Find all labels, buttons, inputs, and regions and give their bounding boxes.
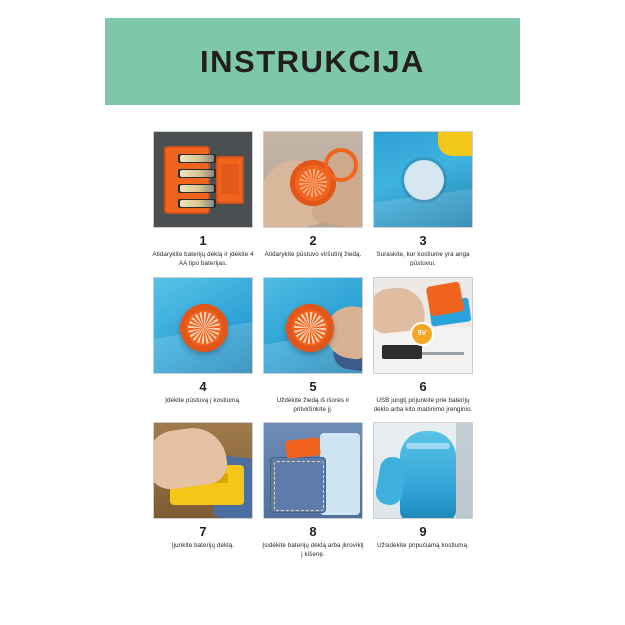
step-caption: Atidarykite baterijų dėklą ir įdėkite 4 AA tipo baterijas.: [152, 251, 254, 268]
step-number: 7: [199, 524, 207, 540]
step-number: 3: [419, 233, 427, 248]
step-item-7: [148, 422, 258, 560]
battery-tray-photo: [153, 131, 253, 228]
step-number: 8: [309, 524, 317, 540]
suit-cuff-shape: [406, 443, 450, 449]
step-item-8: [258, 422, 368, 560]
ring-shape: [324, 148, 358, 182]
costume-hole-shape: [404, 160, 444, 200]
usb-cable-shape: [418, 352, 464, 355]
step-caption: Suraskite, kur kostiume yra anga pūstuvui.: [376, 251, 470, 268]
header-band: [105, 18, 520, 105]
step-caption: USB jungtį prijunkite prie baterijų dėklo arba kito maitinimo įrenginio.: [373, 396, 473, 413]
battery-box-shape: [426, 281, 465, 316]
step-number: 5: [309, 378, 317, 394]
steps-grid: [148, 131, 478, 568]
step-item-3: [368, 131, 478, 269]
step-caption: Atidarykite pūstuvo viršutinį žiedą.: [264, 251, 362, 258]
step-item-5: [258, 277, 368, 415]
battery-case-shape: [164, 146, 210, 214]
step-number: 2: [309, 233, 317, 248]
step-number: 1: [199, 233, 207, 248]
pocket-stitching-shape: [274, 461, 324, 511]
costume-opening-photo: [373, 131, 473, 228]
switch-on-photo: [153, 422, 253, 519]
step-caption: Uždėkite žiedą iš išorės ir pritvirtinkite jį.: [276, 396, 350, 413]
step-number: 6: [419, 378, 427, 394]
step-caption: Įdėkite pūstuvą į kostiumą.: [165, 396, 241, 404]
wear-costume-photo: [373, 422, 473, 519]
step-item-1: [148, 131, 258, 269]
step-caption: Įsidėkite baterijų dėklą arba įkroviklį į kišenę.: [262, 542, 364, 559]
background-shadow-shape: [456, 423, 472, 518]
battery-box-shape: [285, 437, 321, 458]
step-item-6: [368, 277, 478, 415]
step-number: 9: [419, 524, 427, 540]
pocket-photo: [263, 422, 363, 519]
page-title: INSTRUKCIJA: [200, 43, 425, 79]
step-item-2: [258, 131, 368, 269]
step-caption: Užsidėkite pripučiamą kostiumą.: [377, 542, 469, 550]
open-blower-ring-photo: [263, 131, 363, 228]
step-caption: Įjunkite baterijų dėklą.: [171, 542, 235, 550]
step-number: 4: [199, 378, 207, 394]
yellow-patch-shape: [438, 132, 472, 156]
costume-fabric-shape: [320, 433, 360, 515]
usb-plug-shape: [382, 345, 422, 359]
battery-lid-shape: [216, 156, 244, 204]
attach-ring-photo: [263, 277, 363, 374]
step-item-9: [368, 422, 478, 560]
step-item-4: [148, 277, 258, 415]
voltage-badge: 5V: [410, 322, 434, 346]
blower-shape: [286, 304, 334, 352]
insert-blower-photo: [153, 277, 253, 374]
usb-connect-photo: [373, 277, 473, 374]
blower-shape: [180, 304, 228, 352]
